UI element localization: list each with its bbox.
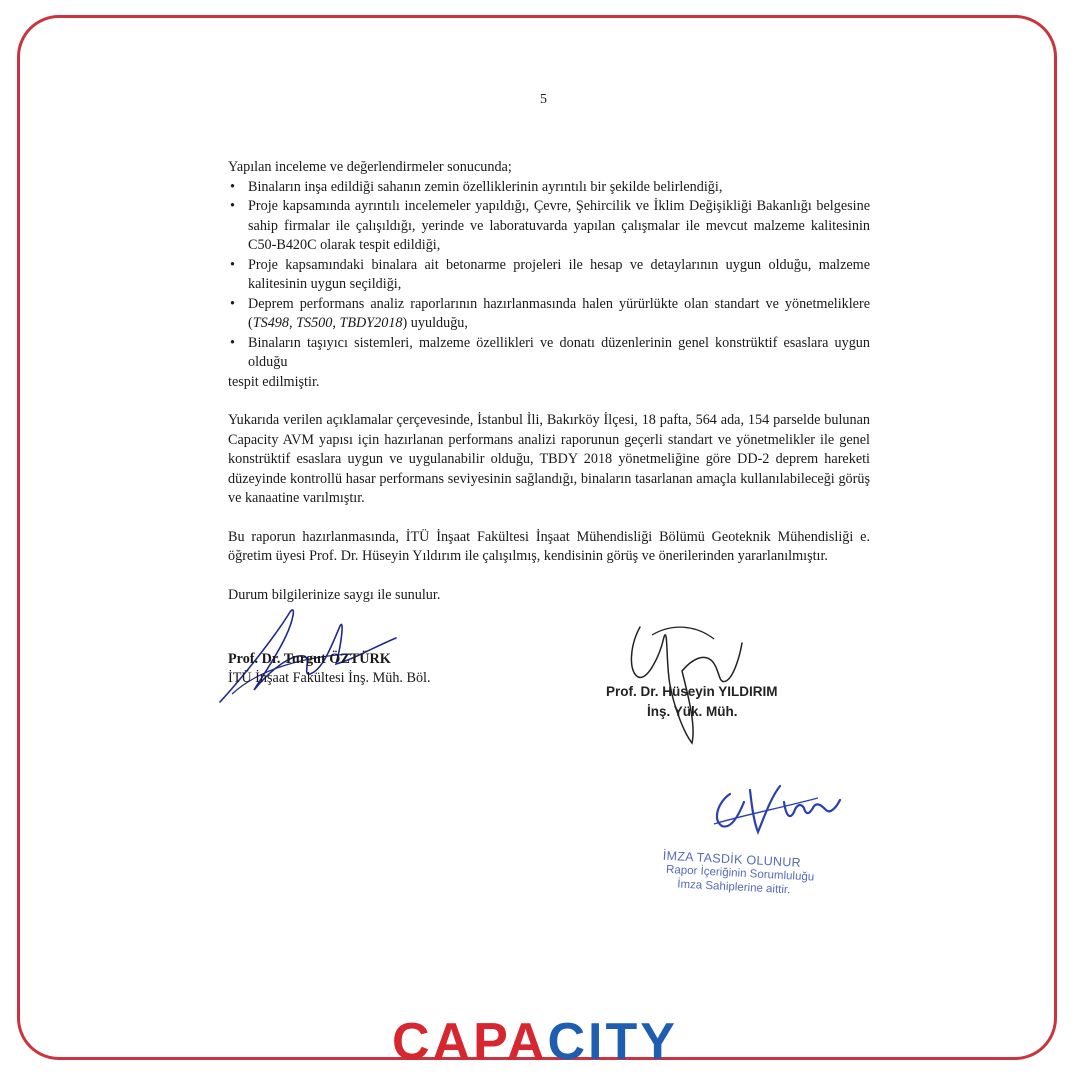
signatory-right-name: Prof. Dr. Hüseyin YILDIRIM	[606, 684, 778, 699]
signatory-right	[606, 682, 778, 722]
collaboration-paragraph: Bu raporun hazırlanmasında, İTÜ İnşaat Fakültesi İnşaat Mühendisliği Bölümü Geoteknik Mühendisliği e. öğretim üyesi Prof. Dr. Hüseyin Yıldırım ile çalışılmış, kendisinin görüş ve önerilerinden yararlanılmıştır.	[228, 528, 870, 564]
conclusion-paragraph: Yukarıda verilen açıklamalar çerçevesinde, İstanbul İli, Bakırköy İlçesi, 18 pafta, 564 ada, 154 parselde bulunan Capacity AVM yapısı için hazırlanan performans analizi raporunun geçerli standart ve yönetmelikler ile genel konstrüktif esaslara uygun ve uygulanabilir olduğu, TBDY 2018 yönetmeliğine göre DD-2 deprem hareketi düzeyinde kontrollü hasar performans seviyesinin sağlandığı, binaların tasarlanan amaçla kullanılabileceği görüş ve kanaatine varılmıştır.	[228, 412, 870, 506]
intro-line: Yapılan inceleme ve değerlendirmeler sonucunda;	[228, 159, 512, 175]
finding-item: • Binaların inşa edildiği sahanın zemin özelliklerinin ayrıntılı bir şekilde belirlendiği,	[228, 178, 870, 198]
conclusion-line: tespit edilmiştir.	[228, 373, 320, 390]
stamp-signature	[700, 772, 850, 842]
page-number: 5	[540, 92, 547, 107]
finding-item: • Proje kapsamındaki binalara ait betonarme projeleri ile hesap ve detaylarının uygun olduğu, malzeme kalitesinin uygun seçildiği,	[228, 256, 870, 295]
finding-text: ) uyulduğu,	[402, 315, 468, 331]
finding-item: • Binaların taşıyıcı sistemleri, malzeme özellikleri ve donatı düzenlerinin genel konstrüktif esaslara uygun olduğu	[228, 334, 870, 373]
signatory-left-affiliation: İTÜ İnşaat Fakültesi İnş. Müh. Böl.	[228, 670, 431, 686]
finding-item: • Proje kapsamında ayrıntılı incelemeler yapıldığı, Çevre, Şehircilik ve İklim Değişikliği Bakanlığı belgesine sahip firmalar ile çalışıldığı, yerinde ve laboratuvarda yapılan çalışmalar ile mevcut malzeme kalitesinin C50-B420C olarak tespit edildiği,	[228, 197, 870, 256]
findings-list	[228, 178, 870, 373]
finding-text: Deprem performans analiz raporlarının hazırlanmasında halen yürürlükte olan standart ve yönetmeliklere (	[248, 295, 870, 331]
standards-list: TS498, TS500, TBDY2018	[252, 315, 403, 331]
stamp-line-1: İMZA TASDİK OLUNUR	[662, 848, 802, 870]
signatory-right-title: İnş. Yük. Müh.	[647, 704, 738, 719]
logo-part-red: CAPA	[392, 1013, 548, 1071]
signatory-left	[228, 650, 431, 688]
stamp-line-3: İmza Sahiplerine aittir.	[677, 878, 791, 897]
capacity-logo	[392, 1014, 678, 1070]
letter-body	[228, 158, 870, 605]
signatory-left-name: Prof. Dr. Turgut ÖZTÜRK	[228, 651, 391, 667]
stamp-line-2: Rapor İçeriğinin Sorumluluğu	[665, 863, 815, 884]
finding-item	[228, 295, 870, 334]
closing-line: Durum bilgilerinize saygı ile sunulur.	[228, 586, 441, 603]
logo-part-blue: CITY	[547, 1013, 678, 1071]
